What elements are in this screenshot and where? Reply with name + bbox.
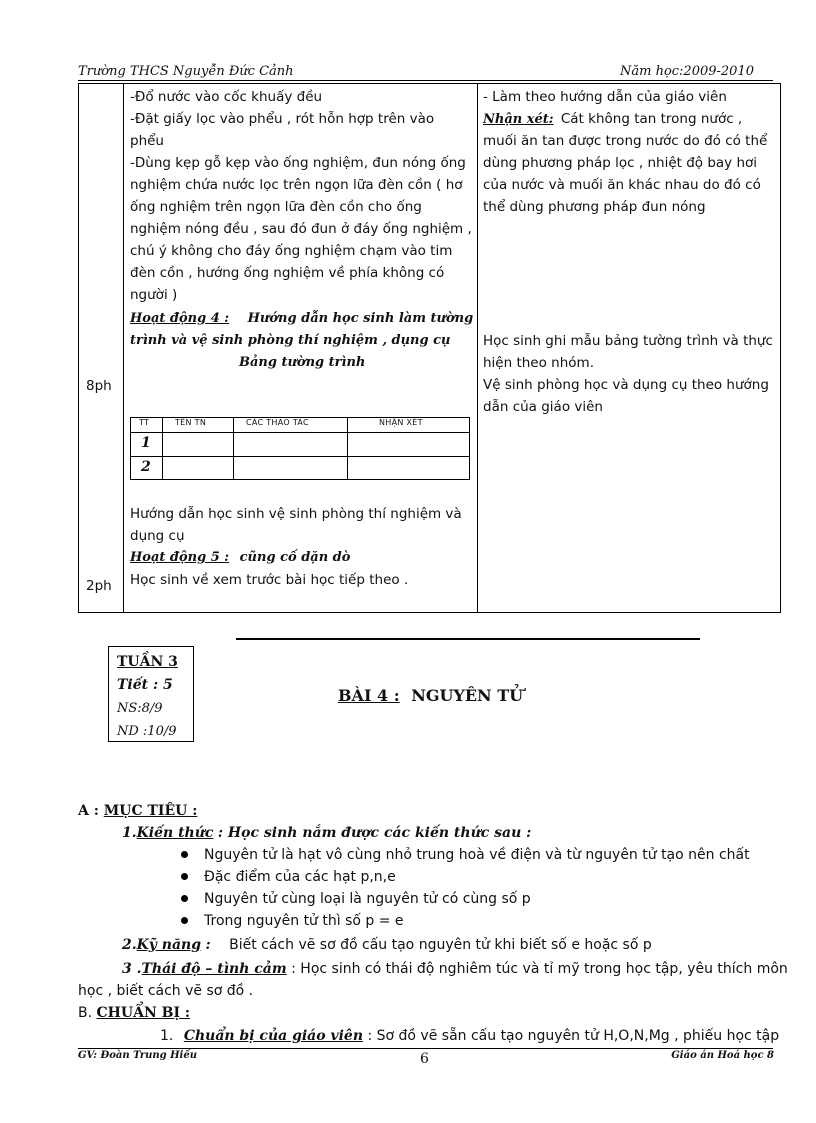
left-line-10: người ) — [130, 287, 178, 303]
remark-text: Cát không tan trong nước , — [560, 111, 743, 127]
section-divider — [236, 638, 700, 640]
time-8ph: 8ph — [86, 378, 112, 394]
attitude-label: Thái độ – tình cảm — [141, 961, 287, 977]
section-a-heading — [78, 800, 197, 822]
skills-colon: : — [205, 937, 211, 953]
section-a-letter: A : — [78, 803, 99, 819]
ns-date: NS:8/9 — [117, 701, 163, 716]
header-divider — [78, 80, 773, 81]
right-line-5: của nước và muối ăn khác nhau do đó có — [483, 177, 761, 193]
attitude-line-2: học , biết cách vẽ sơ đồ . — [78, 983, 254, 999]
footer-doc-title: Giáo án Hoá học 8 — [671, 1050, 774, 1061]
left-line-12: dụng cụ — [130, 528, 185, 544]
right-line-8: hiện theo nhóm. — [483, 355, 594, 371]
bullet-item-3: Nguyên tử cùng loại là nguyên tử có cùng số p — [204, 891, 531, 907]
knowledge-number: 1. — [122, 825, 137, 841]
section-b-letter: B. — [78, 1005, 93, 1021]
right-line-9: Vệ sinh phòng học và dụng cụ theo hướng — [483, 377, 769, 393]
report-table-header: TT — [139, 418, 150, 427]
bullet-dot — [181, 917, 188, 924]
knowledge-label: Kiến thức — [136, 825, 214, 841]
footer-teacher: GV: Đoàn Trung Hiếu — [78, 1050, 197, 1061]
right-line-2 — [483, 108, 742, 131]
report-title: Bảng tường trình — [239, 355, 366, 370]
activity-4-line2: trình và vệ sinh phòng thí nghiệm , dụng cụ — [130, 333, 451, 348]
section-b-title: CHUẨN BỊ : — [96, 1005, 191, 1021]
report-table-row-number: 1 — [141, 435, 151, 451]
activity-4-label: Hoạt động 4 : — [130, 311, 230, 326]
school-name: Trường THCS Nguyễn Đức Cảnh — [78, 64, 294, 79]
attitude-line — [122, 958, 788, 980]
report-table-col-rule — [162, 418, 163, 479]
left-line-8: chú ý không cho đáy ống nghiệm chạm vào tim — [130, 243, 453, 259]
right-line-3: muối ăn tan được trong nước do đó có thể — [483, 133, 768, 149]
report-table-header: TÊN TN — [175, 418, 207, 427]
left-line-1: -Đổ nước vào cốc khuấy đều — [130, 89, 323, 105]
left-line-11: Hướng dẫn học sinh vệ sinh phòng thí nghiệm và — [130, 506, 462, 522]
attitude-text: : Học sinh có thái độ nghiêm túc và tỉ mỹ trong học tập, yêu thích môn — [291, 961, 788, 977]
right-line-6: thể dùng phương pháp đun nóng — [483, 199, 706, 215]
activity-table — [78, 83, 781, 613]
bullet-dot — [181, 851, 188, 858]
remark-label: Nhận xét: — [483, 112, 554, 127]
right-line-10: dẫn của giáo viên — [483, 399, 603, 415]
prep-item-number: 1. — [160, 1028, 174, 1044]
report-table-header: NHẬN XÉT — [379, 418, 423, 427]
report-table-col-rule — [347, 418, 348, 479]
section-b-heading — [78, 1002, 190, 1024]
report-table-rule — [131, 456, 469, 457]
activity-4-heading — [130, 308, 473, 330]
left-line-5: nghiệm chứa nước lọc trên ngọn lữa đèn cồn ( hơ — [130, 177, 463, 193]
bullet-item-4: Trong nguyên tử thì số p = e — [204, 913, 404, 929]
lesson-number: BÀI 4 : — [338, 686, 400, 705]
activity-5-label: Hoạt động 5 : — [130, 550, 230, 565]
bullet-dot — [181, 873, 188, 880]
bullet-item-1: Nguyên tử là hạt vô cùng nhỏ trung hoà về điện và từ nguyên tử tạo nên chất — [204, 847, 750, 863]
knowledge-text: : Học sinh nắm được các kiến thức sau : — [217, 825, 532, 841]
report-table-col-rule — [233, 418, 234, 479]
report-table-rule — [131, 432, 469, 433]
activity-4-text: Hướng dẫn học sinh làm tường — [247, 311, 474, 326]
left-line-4: -Dùng kẹp gỗ kẹp vào ống nghiệm, đun nóng ống — [130, 155, 466, 171]
right-line-7: Học sinh ghi mẫu bảng tường trình và thực — [483, 333, 773, 349]
left-line-6: ống nghiệm trên ngọn lữa đèn cồn cho ống — [130, 199, 422, 215]
prep-item-text: : Sơ đồ vẽ sẵn cấu tạo nguyên tử H,O,N,Mg , phiếu học tập — [367, 1028, 780, 1044]
skills-text: Biết cách vẽ sơ đồ cấu tạo nguyên tử khi biết số e hoặc số p — [229, 937, 652, 953]
lesson-title — [338, 686, 523, 705]
lesson-name: NGUYÊN TỬ — [411, 686, 524, 705]
table-col-divider-2 — [477, 84, 478, 612]
report-table — [130, 417, 470, 480]
report-table-header: CÁC THAO TÁC — [246, 418, 309, 427]
nd-date: ND :10/9 — [117, 724, 177, 739]
attitude-number: 3 . — [122, 961, 142, 977]
skills-line — [122, 934, 652, 956]
period-label: Tiết : 5 — [117, 677, 173, 693]
week-label: TUẦN 3 — [117, 654, 178, 670]
time-2ph: 2ph — [86, 578, 112, 594]
left-line-2: -Đặt giấy lọc vào phểu , rót hỗn hợp trên vào — [130, 111, 435, 127]
footer-divider — [78, 1048, 773, 1049]
page-number: 6 — [420, 1051, 429, 1067]
lesson-info-box — [108, 646, 194, 742]
section-a-title: MỤC TIÊU : — [103, 803, 198, 819]
activity-5-heading — [130, 547, 350, 569]
right-line-4: dùng phương pháp lọc , nhiệt độ bay hơi — [483, 155, 758, 171]
skills-number: 2. — [122, 937, 137, 953]
prep-item-1 — [160, 1025, 779, 1047]
left-line-7: nghiệm nóng đều , sau đó đun ở đáy ống nghiệm , — [130, 221, 472, 237]
bullet-item-2: Đặc điểm của các hạt p,n,e — [204, 869, 396, 885]
school-year: Năm học:2009-2010 — [619, 64, 754, 79]
skills-label: Kỹ năng — [136, 937, 202, 953]
table-col-divider-1 — [123, 84, 124, 612]
left-line-3: phểu — [130, 133, 164, 149]
right-line-1: - Làm theo hướng dẫn của giáo viên — [483, 89, 727, 105]
activity-5-text: cũng cố dặn dò — [239, 550, 351, 565]
left-line-13: Học sinh về xem trước bài học tiếp theo . — [130, 572, 409, 588]
report-table-row-number: 2 — [141, 459, 151, 475]
left-line-9: đèn cồn , hướng ống nghiệm về phía không có — [130, 265, 445, 281]
bullet-dot — [181, 895, 188, 902]
prep-item-label: Chuẩn bị của giáo viên — [183, 1028, 363, 1044]
knowledge-heading — [122, 822, 531, 844]
